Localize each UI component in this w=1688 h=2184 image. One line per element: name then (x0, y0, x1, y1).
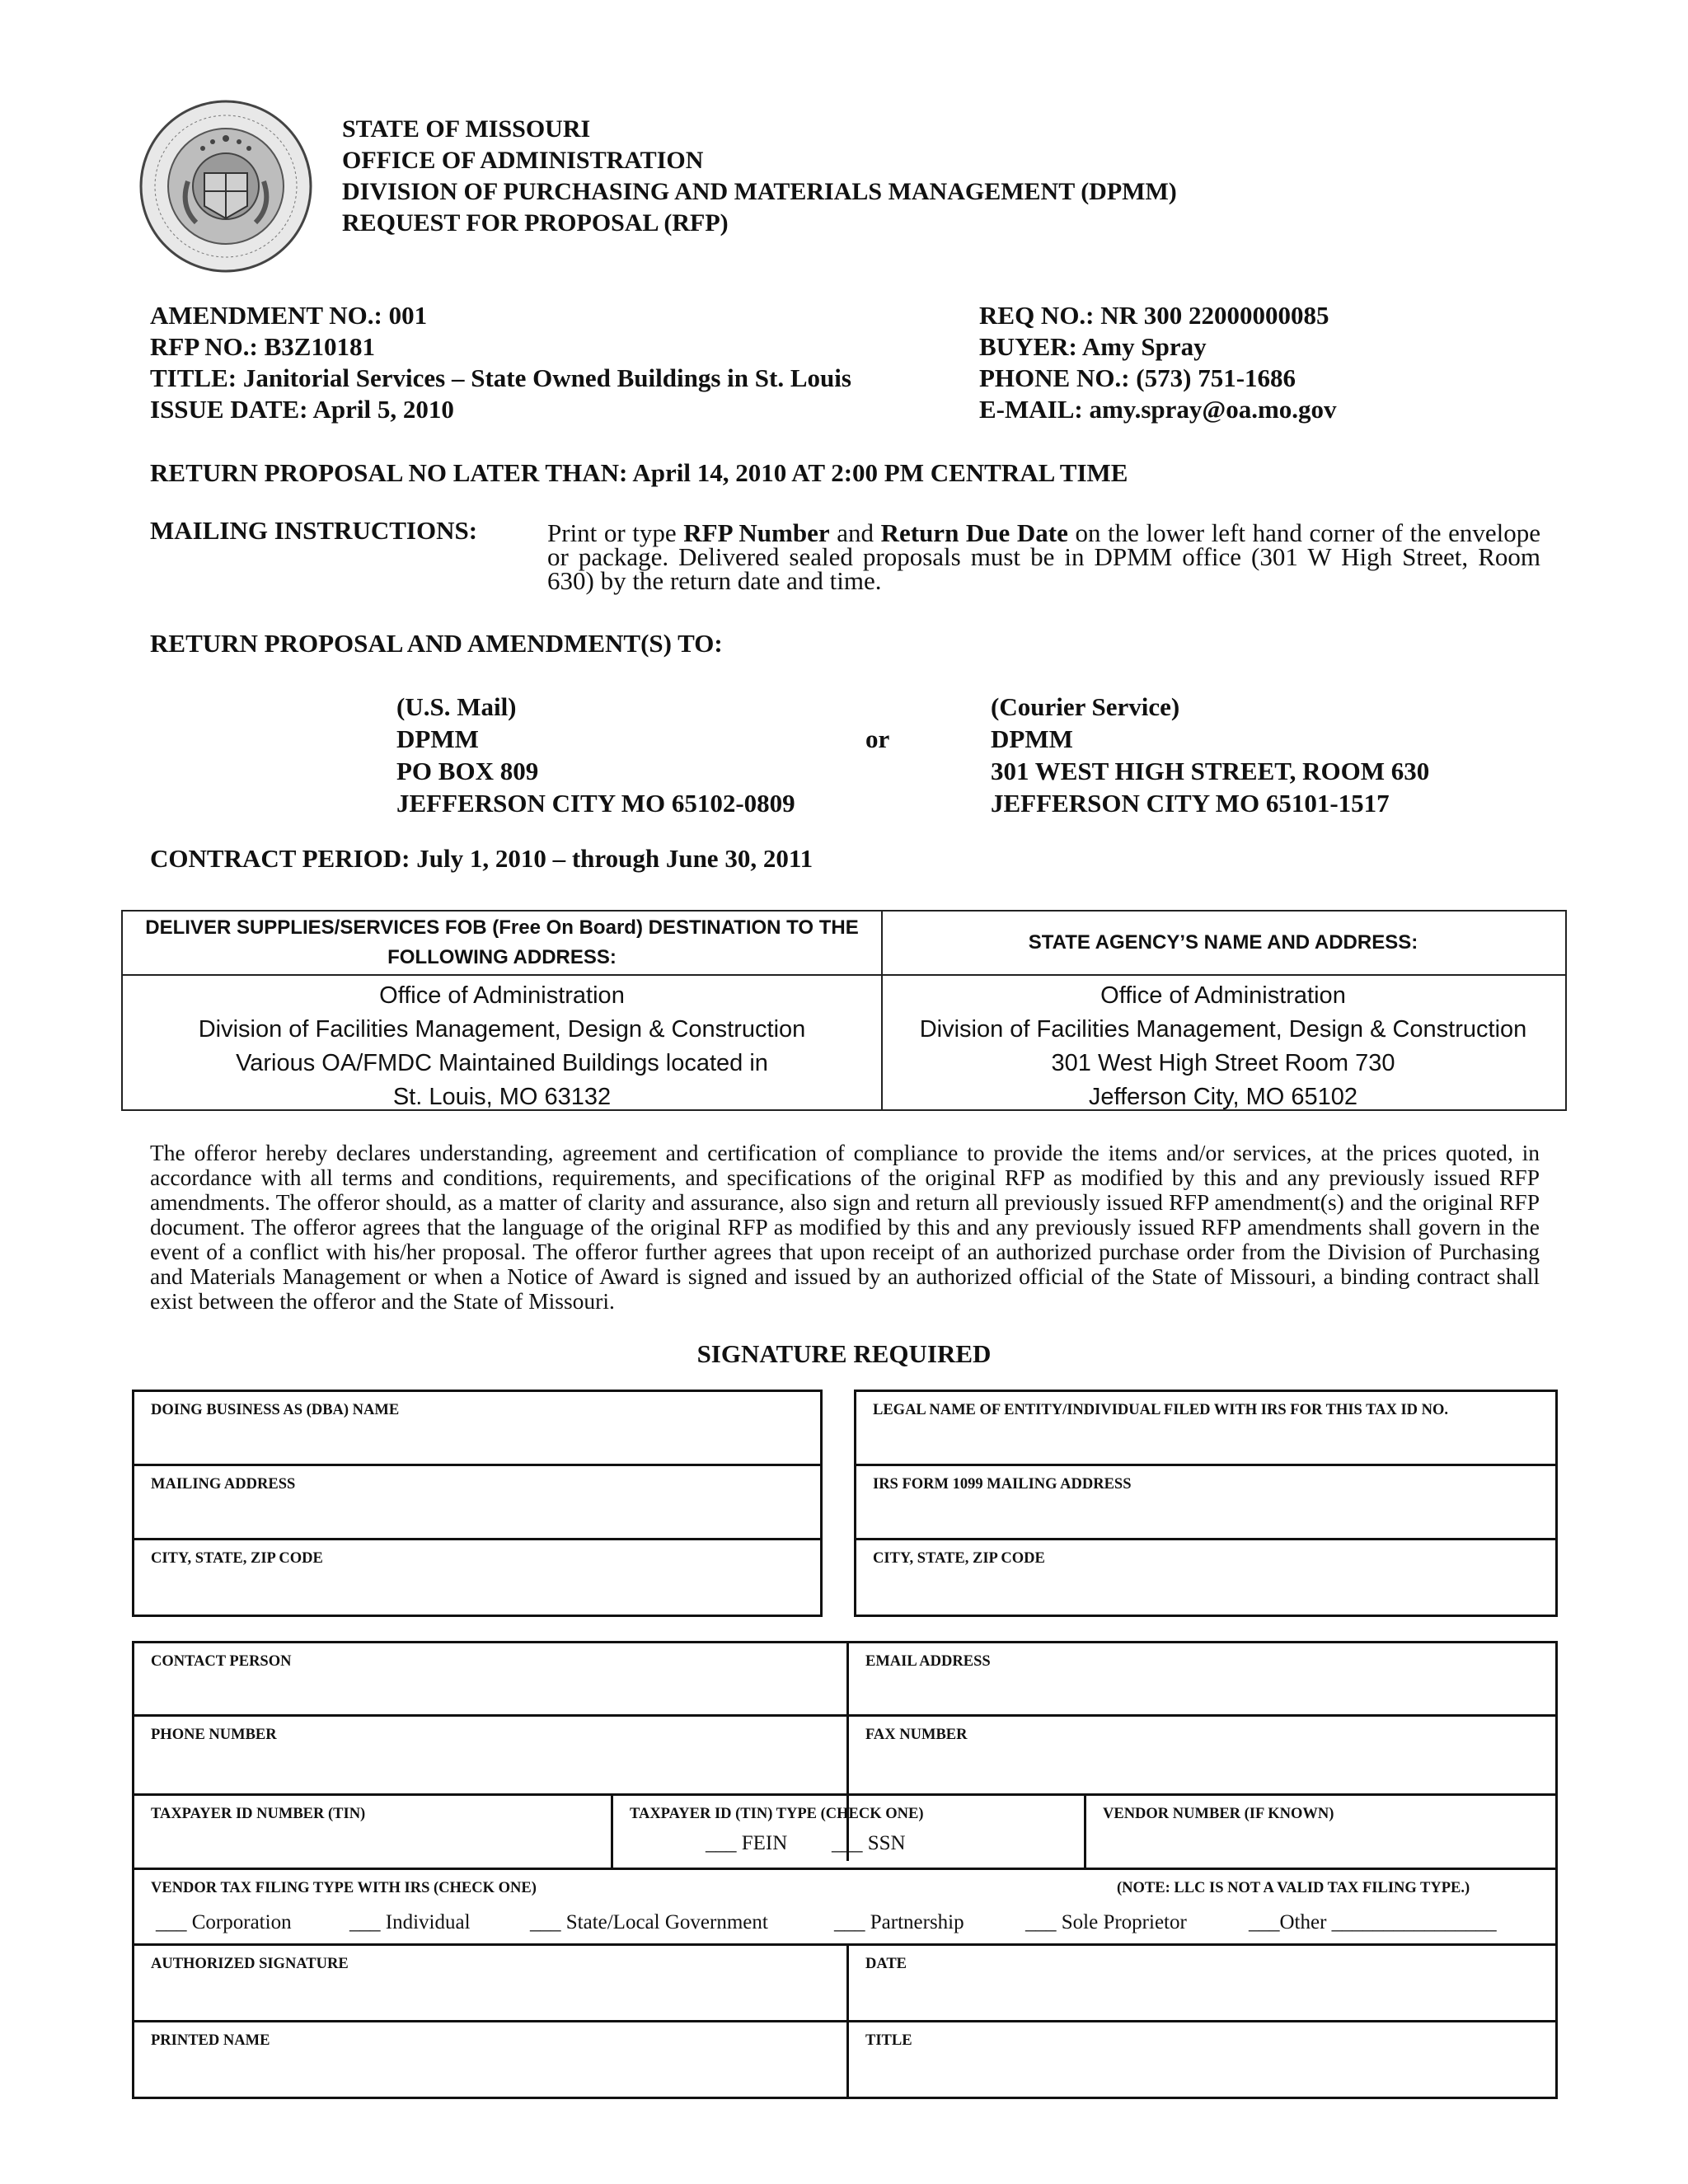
tin-type-field (613, 1796, 1084, 1868)
mailing-instructions-text (547, 518, 1540, 595)
us-mail-line1: (U.S. Mail) (396, 692, 517, 721)
mailing-text-a: Print or type (547, 518, 684, 547)
fax-number-label: FAX NUMBER (865, 1727, 968, 1743)
courier-line4: JEFFERSON CITY MO 65101-1517 (991, 789, 1390, 818)
irs-city-state-zip-field[interactable] (856, 1540, 1555, 1615)
delivery-address (123, 974, 881, 1109)
header-state: STATE OF MISSOURI (342, 115, 591, 143)
corporation-checkbox[interactable]: ___ Corporation (156, 1911, 292, 1933)
agency-address (881, 974, 1565, 1109)
irs-1099-address-label: IRS FORM 1099 MAILING ADDRESS (873, 1476, 1132, 1493)
agency-line: Jefferson City, MO 65102 (1088, 1084, 1358, 1110)
authorized-signature-field[interactable] (134, 1946, 846, 2020)
contact-person-field[interactable] (134, 1643, 846, 1716)
us-mail-line2: DPMM (396, 724, 479, 753)
ssn-checkbox[interactable]: ___ SSN (832, 1832, 906, 1854)
us-mail-address (396, 691, 795, 819)
tin-type-label: TAXPAYER ID (TIN) TYPE (CHECK ONE) (630, 1806, 924, 1822)
authorized-signature-label: AUTHORIZED SIGNATURE (151, 1956, 349, 1972)
amendment-no: AMENDMENT NO.: 001 (150, 301, 428, 330)
header-office: OFFICE OF ADMINISTRATION (342, 147, 704, 174)
req-no: REQ NO.: NR 300 22000000085 (979, 301, 1329, 330)
courier-line3: 301 WEST HIGH STREET, ROOM 630 (991, 757, 1430, 785)
buyer: BUYER: Amy Spray (979, 332, 1207, 361)
dba-name-label: DOING BUSINESS AS (DBA) NAME (151, 1402, 400, 1418)
other-checkbox[interactable]: ___Other ________________ (1249, 1911, 1497, 1933)
return-deadline: RETURN PROPOSAL NO LATER THAN: April 14, 2010 AT 2:00 PM CENTRAL TIME (150, 458, 1128, 487)
agency-line: Office of Administration (1100, 982, 1346, 1009)
courier-line2: DPMM (991, 724, 1073, 753)
delivery-header-text: DELIVER SUPPLIES/SERVICES FOB (Free On Board) DESTINATION TO THE FOLLOWING ADDRESS: (145, 916, 859, 968)
date-field[interactable] (849, 1946, 1555, 2020)
issue-date: ISSUE DATE: April 5, 2010 (150, 395, 454, 424)
vendor-number-field[interactable] (1086, 1796, 1555, 1868)
rfp-title: TITLE: Janitorial Services – State Owned Buildings in St. Louis (150, 363, 851, 392)
rfp-info-right (979, 300, 1337, 425)
delivery-column (123, 912, 883, 1109)
rfp-info-left (150, 300, 851, 425)
contact-signature-box (132, 1641, 1558, 2099)
title-label: TITLE (865, 2032, 912, 2049)
business-info-box (132, 1390, 823, 1617)
us-mail-line3: PO BOX 809 (396, 757, 539, 785)
vendor-number-label: VENDOR NUMBER (IF KNOWN) (1103, 1806, 1334, 1822)
delivery-line: Division of Facilities Management, Design & Construction (198, 1016, 806, 1043)
delivery-line: St. Louis, MO 63132 (392, 1084, 612, 1110)
state-local-government-checkbox[interactable]: ___ State/Local Government (530, 1911, 768, 1933)
date-label: DATE (865, 1956, 907, 1972)
agency-line: Division of Facilities Management, Design & Construction (919, 1016, 1527, 1043)
return-to-heading: RETURN PROPOSAL AND AMENDMENT(S) TO: (150, 629, 723, 658)
sole-proprietor-checkbox[interactable]: ___ Sole Proprietor (1025, 1911, 1187, 1933)
irs-city-state-zip-label: CITY, STATE, ZIP CODE (873, 1550, 1045, 1567)
email: E-MAIL: amy.spray@oa.mo.gov (979, 395, 1337, 424)
us-mail-line4: JEFFERSON CITY MO 65102-0809 (396, 789, 795, 818)
mailing-instructions-label: MAILING INSTRUCTIONS: (150, 516, 478, 545)
irs-1099-address-field[interactable] (856, 1466, 1555, 1539)
email-address-label: EMAIL ADDRESS (865, 1653, 991, 1670)
printed-name-label: PRINTED NAME (151, 2032, 270, 2049)
email-address-field[interactable] (849, 1643, 1555, 1716)
individual-checkbox[interactable]: ___ Individual (349, 1911, 471, 1933)
rfp-no: RFP NO.: B3Z10181 (150, 332, 375, 361)
header-rfp: REQUEST FOR PROPOSAL (RFP) (342, 209, 729, 237)
mailing-text-c: on the lower left hand corner of the envelope or package. Delivered sealed proposals must be in DPMM office (301 W High Street, Room 630) by the return date and time. (547, 518, 1540, 595)
phone-number-field[interactable] (134, 1717, 846, 1791)
tax-filing-type-field (134, 1870, 1555, 1944)
signature-required-heading: SIGNATURE REQUIRED (696, 1339, 992, 1368)
or-separator: or (865, 724, 890, 753)
header-division: DIVISION OF PURCHASING AND MATERIALS MANAGEMENT (DPMM) (342, 178, 1177, 205)
state-seal-logo (138, 99, 313, 274)
mailing-address-label: MAILING ADDRESS (151, 1476, 296, 1493)
offeror-declaration: The offeror hereby declares understanding, agreement and certification of compliance to provide the items and/or services, at the prices quoted, in accordance with all terms and conditions, requirements, and specifications of the original RFP as modified by this and any previously issued RFP amendments. The offeror should, as a matter of clarity and assurance, also sign and return all previously issued RFP amendment(s) and the original RFP document. The offeror agrees that the language of the original RFP as modified by this and any previously issued RFP amendments shall govern in the event of a conflict with his/her proposal. The offeror further agrees that upon receipt of an authorized purchase order from the Division of Purchasing and Materials Management or when a Notice of Award is signed and issued by an authorized official of the State of Missouri, a binding contract shall exist between the offeror and the State of Missouri. (150, 1140, 1540, 1314)
contact-person-label: CONTACT PERSON (151, 1653, 292, 1670)
phone-number-label: PHONE NUMBER (151, 1727, 277, 1743)
llc-note: (NOTE: LLC IS NOT A VALID TAX FILING TYPE.) (1117, 1880, 1470, 1896)
legal-name-field[interactable] (856, 1392, 1555, 1465)
fax-number-field[interactable] (849, 1717, 1555, 1791)
contract-period: CONTRACT PERIOD: July 1, 2010 – through June 30, 2011 (150, 844, 814, 873)
city-state-zip-label: CITY, STATE, ZIP CODE (151, 1550, 323, 1567)
irs-info-box (854, 1390, 1558, 1617)
document-header (342, 114, 1177, 239)
tin-field[interactable] (134, 1796, 611, 1868)
courier-line1: (Courier Service) (991, 692, 1180, 721)
partnership-checkbox[interactable]: ___ Partnership (834, 1911, 964, 1933)
delivery-header (123, 912, 881, 976)
agency-column (881, 912, 1565, 1109)
legal-name-label: LEGAL NAME OF ENTITY/INDIVIDUAL FILED WITH IRS FOR THIS TAX ID NO. (873, 1402, 1449, 1418)
tax-filing-type-label: VENDOR TAX FILING TYPE WITH IRS (CHECK ONE) (151, 1880, 537, 1896)
fein-checkbox[interactable]: ___ FEIN (706, 1832, 788, 1854)
mailing-text-b: and (829, 518, 881, 547)
mailing-address-field[interactable] (134, 1466, 820, 1539)
agency-line: 301 West High Street Room 730 (1051, 1050, 1395, 1076)
title-field[interactable] (849, 2022, 1555, 2097)
delivery-line: Various OA/FMDC Maintained Buildings located in (236, 1050, 768, 1076)
courier-address (991, 691, 1429, 819)
dba-name-field[interactable] (134, 1392, 820, 1465)
delivery-address-table (121, 910, 1567, 1111)
mailing-bold-return-due-date: Return Due Date (880, 518, 1068, 547)
printed-name-field[interactable] (134, 2022, 846, 2097)
tin-label: TAXPAYER ID NUMBER (TIN) (151, 1806, 366, 1822)
agency-header: STATE AGENCY’S NAME AND ADDRESS: (881, 912, 1565, 976)
delivery-line: Office of Administration (379, 982, 625, 1009)
mailing-bold-rfp-number: RFP Number (683, 518, 830, 547)
phone-no: PHONE NO.: (573) 751-1686 (979, 363, 1296, 392)
city-state-zip-field[interactable] (134, 1540, 820, 1615)
